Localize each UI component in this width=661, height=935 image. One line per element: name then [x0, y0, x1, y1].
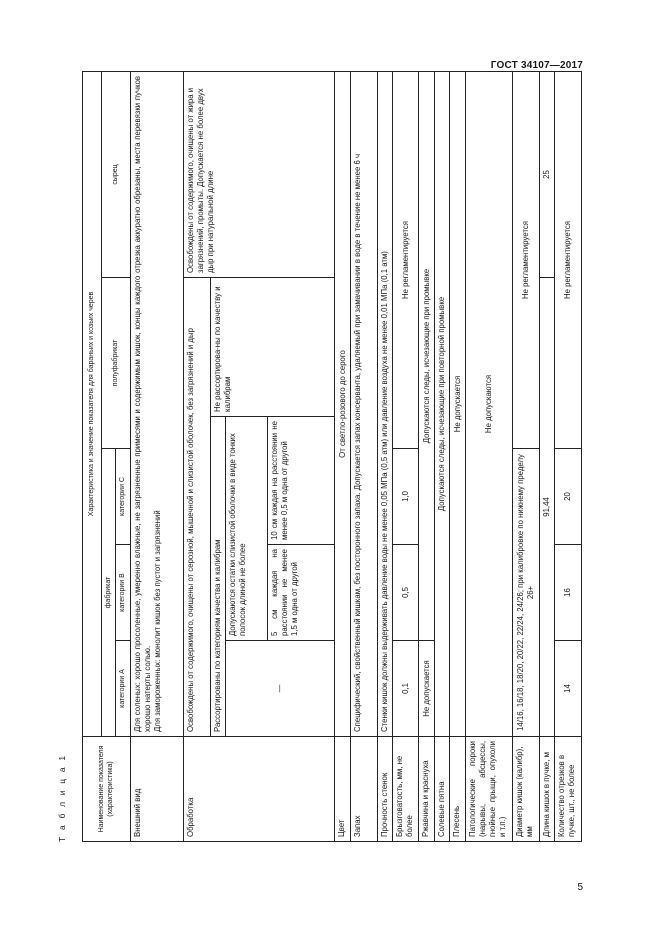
rust-other: Допускаются следы, исчезающие при промывке	[419, 71, 435, 640]
appearance-salted: Для соленых: хорошо просоленные, умеренно влажные, не загрязненные примесями и содержимым кишок, концы каждого отрезка аккуратно обрезаны, места перевязки пучков хорошо натерты солью.	[132, 75, 152, 732]
row-name-color: Цвет	[335, 737, 351, 842]
header-factory: фабрикат	[101, 449, 116, 737]
pieces-category-c: 20	[555, 449, 582, 545]
processing-allowance: Допускаются остатки слизистой оболочки в виде тонких полосок длиной не более	[226, 417, 267, 641]
processing-sorted: Рассортированы по категориям качества и калибрам	[210, 417, 226, 737]
spray-category-a: 0,1	[393, 641, 419, 737]
processing-semi: Не рассортирова-ны по качеству и калибрам	[210, 278, 335, 417]
table-row-wall-strength	[377, 71, 393, 841]
row-name-pieces: Количество отрезков в пучке, шт., не более	[555, 737, 582, 842]
bundle-length-value: 91,44	[539, 278, 555, 737]
appearance-frozen: Для замороженных: монолит кишок без пустот и загрязнений	[152, 510, 162, 732]
table-row-bundle-length	[539, 71, 555, 841]
row-name-smell: Запах	[350, 737, 377, 842]
row-name-salt-spots: Солевые пятна	[434, 737, 450, 842]
table-row-spray	[393, 71, 419, 841]
row-name-appearance: Внешний вид	[130, 737, 184, 842]
row-name-mold: Плесень	[450, 737, 466, 842]
smell-value: Специфический, свойственный кишкам, без посторонного запаха. Допускается запах консерванта, удаляемый при замачивании в воде в течение не менее 6 ч	[350, 71, 377, 736]
table-row-salt-spots	[434, 71, 450, 841]
processing-category-a: —	[226, 641, 335, 737]
row-name-wall-strength: Прочность стенок	[377, 737, 393, 842]
pieces-category-a: 14	[555, 641, 582, 737]
spray-category-b: 0,5	[393, 545, 419, 641]
rust-category-a: Не допускается	[419, 641, 435, 737]
header-name-column: Наименование показателя (характеристика)	[83, 737, 131, 842]
table-row-defects	[465, 71, 512, 841]
row-name-rust: Ржавчина и краснуха	[419, 737, 435, 842]
table-row-rust	[419, 71, 435, 841]
spray-category-c: 1,0	[393, 449, 419, 545]
wall-strength-value: Стенки кишок должны выдерживать давление воды не менее 0,05 МПа (0,5 атм) или давление воздуха не менее 0,01 МПа (0,1 атм)	[377, 71, 393, 736]
processing-category-c: 10 см каждая на расстоянии не менее 0,5 м одна от другой	[267, 417, 335, 545]
row-name-spray: Брызговатость, мм, не более	[393, 737, 419, 842]
header-category-c: категории C	[116, 449, 131, 545]
row-name-bundle-length: Длина кишок в пучке, м	[539, 737, 555, 842]
table-row-pieces	[555, 71, 582, 841]
document-code: ГОСТ 34107—2017	[490, 60, 583, 71]
table-row-color	[335, 71, 351, 841]
color-value: От светло-розового до серого	[335, 71, 351, 736]
characteristics-table	[82, 71, 582, 842]
header-raw: сырец	[101, 71, 130, 277]
table-row-processing	[184, 71, 211, 841]
pieces-category-b: 16	[555, 545, 582, 641]
header-category-a: категории A	[116, 641, 131, 737]
table-caption: Т а б л и ц а 1	[57, 753, 67, 842]
appearance-value	[130, 71, 184, 736]
row-name-processing: Обработка	[184, 737, 335, 842]
processing-raw: Освобождены от содержимого, очищены от жира и загрязнений, промыты. Допускается не более двух дыр при натуральной длине	[184, 71, 335, 277]
rotated-table-block	[57, 72, 582, 842]
row-name-diameter: Диаметр кишок (калибр), мм	[512, 737, 539, 842]
header-characteristic: Характеристика и значение показателя для бараньих и козьих черев	[83, 71, 102, 736]
pieces-other: Не регламентируется	[555, 71, 582, 448]
table-row-diameter	[512, 71, 539, 841]
header-category-b: категории B	[116, 545, 131, 641]
table-row-smell	[350, 71, 377, 841]
page-number: 5	[577, 882, 583, 893]
diameter-other: Не регламентируется	[512, 71, 539, 448]
mold-value: Не допускается	[450, 71, 466, 736]
header-semi-product: полуфабрикат	[101, 278, 130, 449]
bundle-length-raw: 25	[539, 71, 555, 277]
row-name-defects: Патологические пороки (нарывы, абсцессы, гнойные прыщи, опухоли и т.п.)	[465, 737, 512, 842]
defects-value: Не допускаются	[465, 71, 512, 736]
processing-category-b: 5 см каждая на расстоянии не менее 1,5 м одна от другой	[267, 545, 335, 641]
diameter-value: 14/16, 16/18, 18/20, 20/22, 22/24, 24/26; при калибровке по нижнему пределу 26+	[512, 449, 539, 737]
spray-other: Не регламентируется	[393, 71, 419, 448]
salt-spots-value: Допускаются следы, исчезающие при повторной промывке	[434, 71, 450, 736]
table-row-mold	[450, 71, 466, 841]
table-row-appearance	[130, 71, 184, 841]
processing-cleaned: Освобождены от содержимого, очищены от серозной, мышечной и слизистой оболочек, без загрязнений и дыр	[184, 278, 211, 737]
